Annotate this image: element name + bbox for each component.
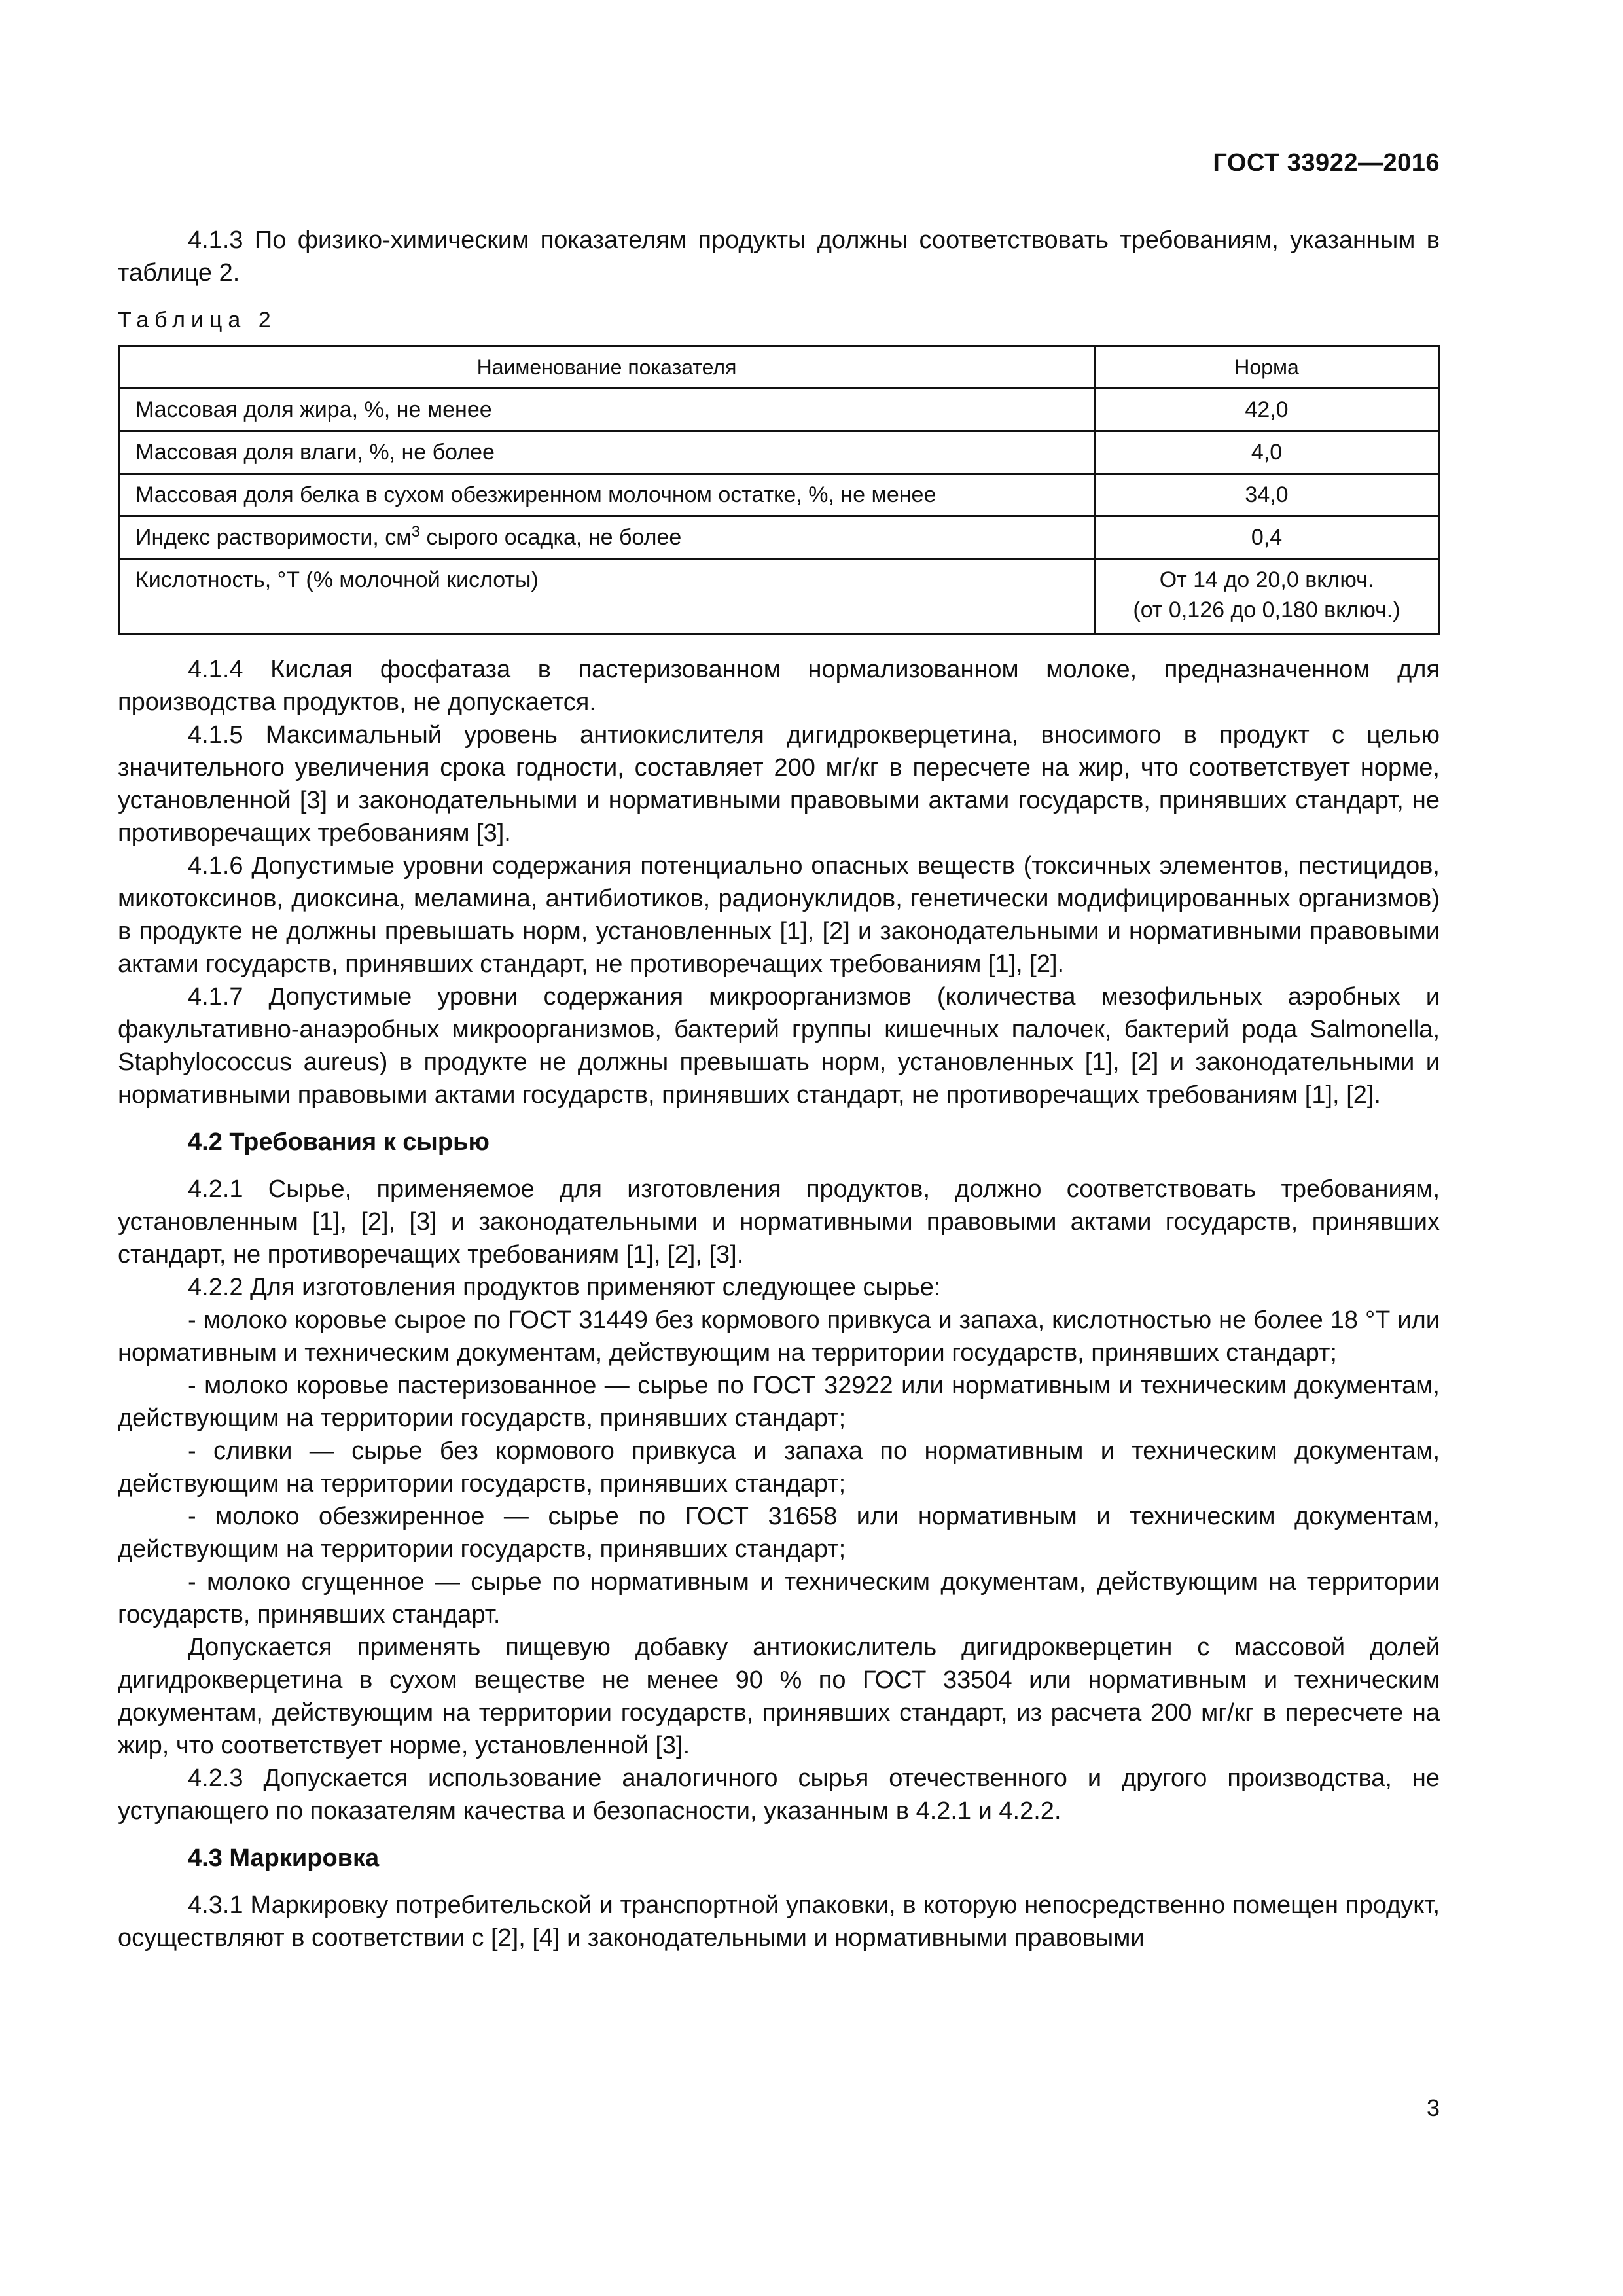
indicators-table [118,345,1440,635]
row-name-part: Индекс растворимости, см [135,525,412,550]
table-row [119,516,1439,559]
table-header-row [119,346,1439,389]
paragraph-4-2-3: 4.2.3 Допускается использование аналогичного сырья отечественного и другого производства, не уступающего по показателям качества и безопасности, указанным в 4.2.1 и 4.2.2. [118,1765,1440,1825]
table-row [119,389,1439,431]
row-value: 4,0 [1095,431,1439,474]
list-item: - молоко коровье сырое по ГОСТ 31449 без кормового привкуса и запаха, кислотностью не более 18 °Т или нормативным и техническим документам, действующим на территории государств, принявших стандарт; [118,1306,1440,1367]
section-4-1-body [118,653,1440,1111]
document-body [118,224,1440,1954]
paragraph-4-1-3: 4.1.3 По физико-химическим показателям продукты должны соответствовать требованиям, указанным в таблице 2. [118,226,1440,287]
page-number: 3 [1426,2094,1440,2121]
row-name: Массовая доля жира, %, не менее [119,389,1095,431]
paragraph-4-1-6: 4.1.6 Допустимые уровни содержания потенциально опасных веществ (токсичных элементов, пестицидов, микотоксинов, диоксина, меламина, антибиотиков, радионуклидов, генетически модифицированных организмов) в продукте не должны превышать норм, установленных [1], [2] и законодательными и нормативными правовыми актами государств, принявших стандарт, не противоречащих требованиям [1], [2]. [118,852,1440,978]
list-item: - сливки — сырье без кормового привкуса и запаха по нормативным и техническим документам, действующим на территории государств, принявших стандарт; [118,1437,1440,1498]
row-value [1095,559,1439,634]
paragraph-4-1-7: 4.1.7 Допустимые уровни содержания микроорганизмов (количества мезофильных аэробных и факультативно-анаэробных микроорганизмов, бактерий группы кишечных палочек, бактерий рода Salmonella, Staphylococcus aureus) в продукте не должны превышать норм, установленных [1], [2] и законодательными и нормативными правовыми актами государств, принявших стандарт, не противоречащих требованиям [1], [2]. [118,983,1440,1109]
row-name [119,516,1095,559]
section-heading-4-2: 4.2 Требования к сырью [188,1128,490,1156]
table-caption: Таблица 2 [118,308,277,332]
paragraph-4-1-5: 4.1.5 Максимальный уровень антиокислителя дигидрокверцетина, вносимого в продукт с целью значительного увеличения срока годности, составляет 200 мг/кг в пересчете на жир, что соответствует норме, установленной [3] и законодательными и нормативными правовыми актами государств, принявших стандарт, не противоречащих требованиям [3]. [118,721,1440,847]
list-item: - молоко сгущенное — сырье по нормативным и техническим документам, действующим на территории государств, принявших стандарт. [118,1568,1440,1628]
paragraph-4-1-4: 4.1.4 Кислая фосфатаза в пастеризованном нормализованном молоке, предназначенном для производства продуктов, не допускается. [118,656,1440,716]
table-row [119,431,1439,474]
list-item: - молоко коровье пастеризованное — сырье по ГОСТ 32922 или нормативным и техническим документам, действующим на территории государств, принявших стандарт; [118,1372,1440,1432]
paragraph-4-2-1: 4.2.1 Сырье, применяемое для изготовления продуктов, должно соответствовать требованиям, установленным [1], [2], [3] и законодательными и нормативными правовыми актами государств, принявших стандарт, не противоречащих требованиям [1], [2], [3]. [118,1175,1440,1268]
paragraph-4-2-2: 4.2.2 Для изготовления продуктов применяют следующее сырье: [188,1274,941,1301]
section-heading-4-3: 4.3 Маркировка [188,1844,380,1872]
list-item: - молоко обезжиренное — сырье по ГОСТ 31658 или нормативным и техническим документам, действующим на территории государств, принявших стандарт; [118,1503,1440,1563]
row-value-line: От 14 до 20,0 включ. [1159,567,1374,592]
document-header: ГОСТ 33922—2016 [1213,149,1440,177]
row-value: 34,0 [1095,474,1439,516]
row-value: 0,4 [1095,516,1439,559]
superscript: 3 [411,523,421,541]
document-page [118,0,1440,2296]
row-name: Массовая доля влаги, %, не более [119,431,1095,474]
table-row [119,559,1439,634]
row-name-part: сырого осадка, не более [420,525,682,550]
row-value: 42,0 [1095,389,1439,431]
column-header-name: Наименование показателя [119,346,1095,389]
row-name: Кислотность, °Т (% молочной кислоты) [119,559,1095,634]
paragraph-additive: Допускается применять пищевую добавку антиокислитель дигидрокверцетин с массовой долей дигидрокверцетина в сухом веществе не менее 90 % по ГОСТ 33504 или нормативным и техническим документам, действующим на территории государств, принявших стандарт, из расчета 200 мг/кг в пересчете на жир, что соответствует норме, установленной [3]. [118,1634,1440,1759]
paragraph-4-3-1: 4.3.1 Маркировку потребительской и транспортной упаковки, в которую непосредственно помещен продукт, осуществляют в соответствии с [2], [4] и законодательными и нормативными правовыми [118,1892,1440,1952]
column-header-norm: Норма [1095,346,1439,389]
row-name: Массовая доля белка в сухом обезжиренном молочном остатке, %, не менее [119,474,1095,516]
table-row [119,474,1439,516]
row-value-line: (от 0,126 до 0,180 включ.) [1133,598,1400,622]
